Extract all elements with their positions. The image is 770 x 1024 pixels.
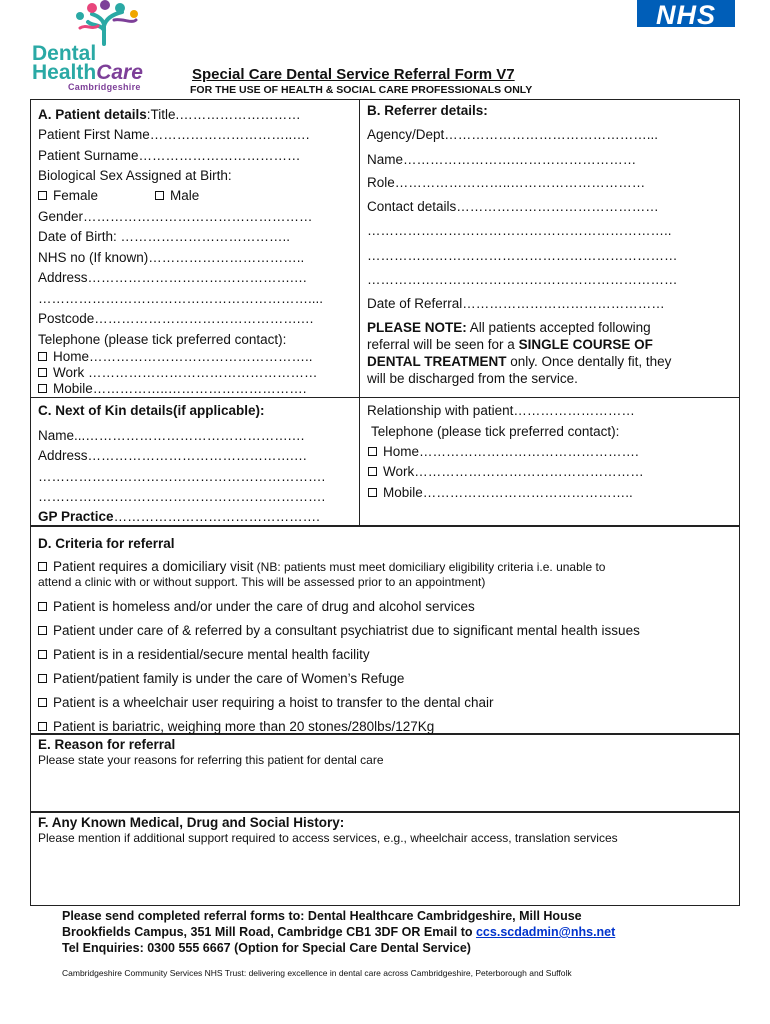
- kin-home-phone-field[interactable]: Home………………………………………….: [368, 443, 639, 460]
- work-phone-field[interactable]: Work ……………………………………………: [38, 364, 318, 381]
- contact-details-field[interactable]: Contact details………………………………………: [367, 199, 659, 214]
- logo-subtitle: Cambridgeshire: [68, 82, 141, 92]
- criteria-residential[interactable]: Patient is in a residential/secure mental health facility: [38, 646, 370, 663]
- form-title: Special Care Dental Service Referral Form V7: [192, 66, 515, 83]
- kin-name-field[interactable]: Name...……………………………………….…: [38, 428, 306, 443]
- reason-hint: Please state your reasons for referring this patient for dental care: [38, 753, 384, 767]
- checkbox-icon: [38, 384, 47, 393]
- section-f-heading: F. Any Known Medical, Drug and Social History:: [38, 815, 345, 830]
- criteria-domiciliary-note: attend a clinic with or without support. This will be assessed prior to an appointment): [38, 575, 486, 589]
- checkbox-icon: [38, 368, 47, 377]
- title-field[interactable]: :Title.………………………: [146, 107, 301, 122]
- kin-mobile-phone-field[interactable]: Mobile………………………………………..: [368, 484, 633, 501]
- gender-field[interactable]: Gender……………………………………………: [38, 209, 313, 224]
- kin-telephone-label: Telephone (please tick preferred contact):: [371, 424, 620, 439]
- gp-practice-field[interactable]: GP Practice……………………………………….: [38, 509, 320, 524]
- tree-logo-icon: [32, 0, 162, 46]
- referral-date-field[interactable]: Date of Referral………………………………………: [367, 296, 665, 311]
- referrer-name-field[interactable]: Name…………………….………………………: [367, 152, 637, 167]
- role-field[interactable]: Role……………………..…………………………: [367, 175, 646, 190]
- section-c-heading: C. Next of Kin details(if applicable):: [38, 403, 265, 418]
- note-line1: PLEASE NOTE: All patients accepted following: [367, 320, 651, 335]
- criteria-wheelchair[interactable]: Patient is a wheelchair user requiring a hoist to transfer to the dental chair: [38, 694, 494, 711]
- trust-footer: Cambridgeshire Community Services NHS Trust: delivering excellence in dental care across Cambridgeshire, Peterborough and Suffolk: [62, 968, 572, 978]
- female-checkbox[interactable]: Female: [38, 187, 98, 204]
- checkbox-icon: [38, 722, 47, 731]
- male-checkbox[interactable]: Male: [155, 187, 199, 204]
- criteria-domiciliary[interactable]: Patient requires a domiciliary visit (NB: patients must meet domiciliary eligibility criteria i.e. unable to: [38, 558, 605, 576]
- checkbox-icon: [38, 650, 47, 659]
- checkbox-icon: [38, 352, 47, 361]
- checkbox-icon: [155, 191, 164, 200]
- kin-address-line3[interactable]: ……………………………………………………….: [38, 489, 326, 504]
- nhs-logo: NHS: [637, 0, 735, 27]
- criteria-bariatric[interactable]: Patient is bariatric, weighing more than 20 stones/280lbs/127Kg: [38, 718, 434, 735]
- mobile-phone-field[interactable]: Mobile……………..………………………….: [38, 380, 307, 397]
- logo-healthcare-text: HealthCare: [32, 61, 143, 84]
- contact-details-line4[interactable]: ……………………………………………………………: [367, 272, 678, 287]
- nhs-number-field[interactable]: NHS no (If known)……………………………..: [38, 250, 305, 265]
- sex-label: Biological Sex Assigned at Birth:: [38, 168, 232, 183]
- email-link[interactable]: ccs.scdadmin@nhs.net: [475, 925, 616, 939]
- contact-details-line2[interactable]: …………………………………………………………..: [367, 223, 672, 238]
- checkbox-icon: [38, 191, 47, 200]
- relationship-field[interactable]: Relationship with patient………………………: [367, 403, 635, 418]
- checkbox-icon: [368, 447, 377, 456]
- kin-address-field[interactable]: Address……………………………………….…: [38, 448, 308, 463]
- footer-instructions: Please send completed referral forms to: Dental Healthcare Cambridgeshire, Mill House Brookfields Campus, 351 Mill Road, Cambridge CB1 3DF OR Email to ccs.scdadmin@nhs.net Tel Enquiries: 0300 555 6667 (Option for Special Care Dental Service): [62, 909, 616, 955]
- first-name-field[interactable]: Patient First Name…………………………..….: [38, 127, 310, 142]
- checkbox-icon: [38, 698, 47, 707]
- agency-field[interactable]: Agency/Dept………………………………………...: [367, 127, 659, 142]
- surname-field[interactable]: Patient Surname………………………………: [38, 148, 301, 163]
- postcode-field[interactable]: Postcode……………………………………….…: [38, 311, 315, 326]
- note-line2: referral will be seen for a SINGLE COURSE OF: [367, 337, 653, 352]
- dental-healthcare-logo: [32, 0, 162, 92]
- checkbox-icon: [38, 562, 47, 571]
- logo-dental-text: Dental: [32, 42, 97, 65]
- section-e-heading: E. Reason for referral: [38, 737, 176, 752]
- checkbox-icon: [38, 602, 47, 611]
- criteria-refuge[interactable]: Patient/patient family is under the care of Women’s Refuge: [38, 670, 404, 687]
- form-subtitle: FOR THE USE OF HEALTH & SOCIAL CARE PROFESSIONALS ONLY: [190, 84, 533, 96]
- section-b-heading: B. Referrer details:: [367, 103, 488, 118]
- contact-details-line3[interactable]: ……………………………………………………………: [367, 248, 678, 263]
- section-d-heading: D. Criteria for referral: [38, 536, 175, 551]
- home-phone-field[interactable]: Home…………………………………………..: [38, 348, 313, 365]
- kin-address-line2[interactable]: ……………………………………………………….: [38, 469, 326, 484]
- checkbox-icon: [368, 488, 377, 497]
- checkbox-icon: [38, 674, 47, 683]
- address-field[interactable]: Address……………………………………….…: [38, 270, 308, 285]
- kin-work-phone-field[interactable]: Work……………………………………………: [368, 463, 644, 480]
- criteria-psychiatrist[interactable]: Patient under care of & referred by a consultant psychiatrist due to significant mental health issues: [38, 622, 640, 639]
- telephone-label: Telephone (please tick preferred contact):: [38, 332, 287, 347]
- criteria-homeless[interactable]: Patient is homeless and/or under the care of drug and alcohol services: [38, 598, 475, 615]
- checkbox-icon: [38, 626, 47, 635]
- address-field-line2[interactable]: ……………………………………………………....: [38, 291, 324, 306]
- history-hint: Please mention if additional support required to access services, e.g., wheelchair access, translation services: [38, 831, 618, 845]
- dob-field[interactable]: Date of Birth: ………………………………..: [38, 229, 291, 244]
- note-line4: will be discharged from the service.: [367, 371, 578, 386]
- checkbox-icon: [368, 467, 377, 476]
- section-a-heading: A. Patient details:Title.………………………: [38, 107, 301, 122]
- note-line3: DENTAL TREATMENT only. Once dentally fit, they: [367, 354, 672, 369]
